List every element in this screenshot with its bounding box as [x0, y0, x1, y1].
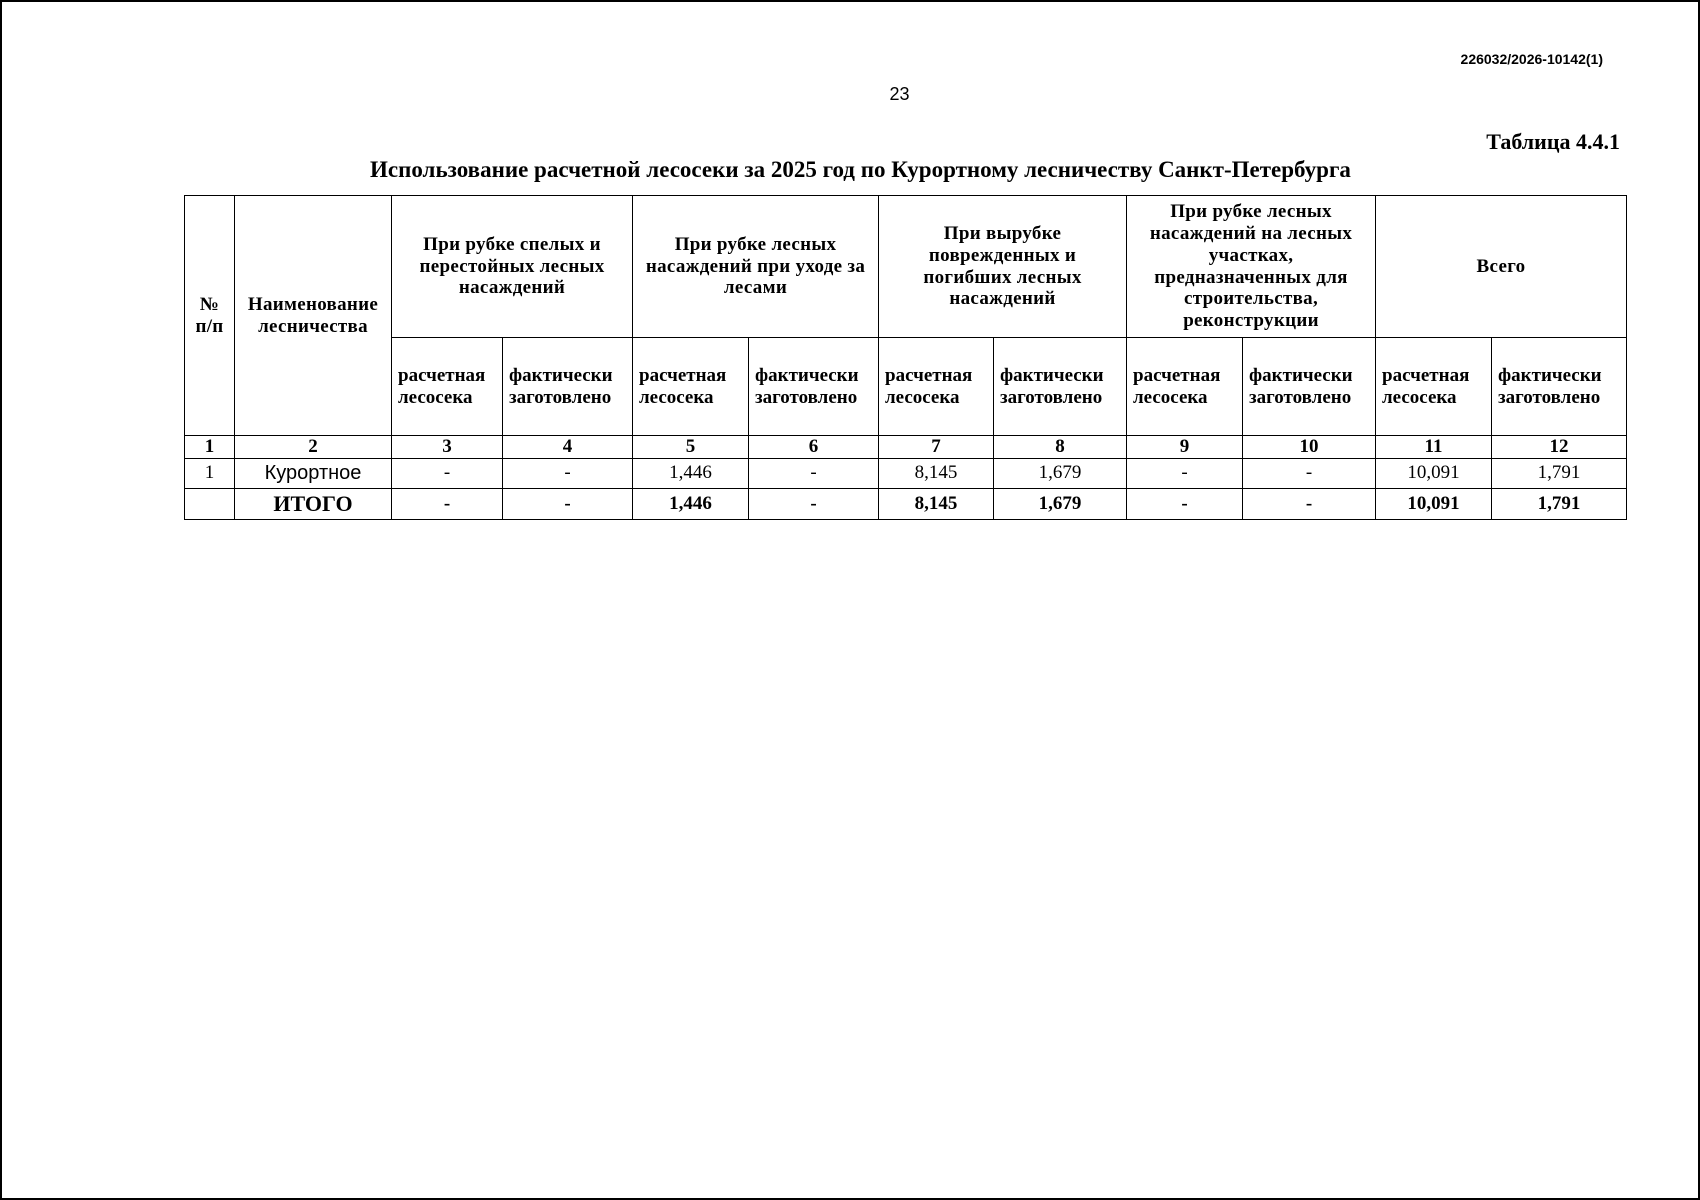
- row-cell: 10,091: [1376, 458, 1492, 488]
- column-number: 8: [994, 436, 1127, 459]
- header-group-total: Всего: [1376, 196, 1627, 338]
- row-cell: -: [392, 458, 503, 488]
- header-group-damaged: При вырубке поврежденных и погибших лесных насаждений: [879, 196, 1127, 338]
- header-group-mature: При рубке спелых и перестойных лесных насаждений: [392, 196, 633, 338]
- header-group-care: При рубке лесных насаждений при уходе за лесами: [633, 196, 879, 338]
- row-num: 1: [185, 458, 235, 488]
- total-cell: -: [1127, 488, 1243, 519]
- page-title: Использование расчетной лесосеки за 2025 год по Курортному лесничеству Санкт-Петербурга: [370, 157, 1351, 182]
- total-cell: -: [1243, 488, 1376, 519]
- header-name: Наименование лесничества: [235, 196, 392, 436]
- subheader-actual: фактически заготовлено: [1492, 338, 1627, 436]
- total-num: [185, 488, 235, 519]
- total-cell: 1,791: [1492, 488, 1627, 519]
- subheader-calc: расчетная лесосека: [1376, 338, 1492, 436]
- table-subheader-row: [185, 338, 1627, 436]
- total-cell: 8,145: [879, 488, 994, 519]
- total-cell: -: [392, 488, 503, 519]
- table-header-row: [185, 196, 1627, 338]
- column-number: 6: [749, 436, 879, 459]
- column-number: 3: [392, 436, 503, 459]
- registration-number: 226032/2026-10142(1): [1460, 51, 1603, 67]
- column-number: 4: [503, 436, 633, 459]
- column-number: 5: [633, 436, 749, 459]
- subheader-calc: расчетная лесосека: [1127, 338, 1243, 436]
- row-cell: -: [1127, 458, 1243, 488]
- header-num: № п/п: [185, 196, 235, 436]
- total-cell: 10,091: [1376, 488, 1492, 519]
- subheader-calc: расчетная лесосека: [879, 338, 994, 436]
- subheader-calc: расчетная лесосека: [392, 338, 503, 436]
- column-number: 7: [879, 436, 994, 459]
- subheader-actual: фактически заготовлено: [1243, 338, 1376, 436]
- column-number: 10: [1243, 436, 1376, 459]
- row-name: Курортное: [235, 458, 392, 488]
- column-number: 2: [235, 436, 392, 459]
- row-cell: -: [1243, 458, 1376, 488]
- row-cell: 1,679: [994, 458, 1127, 488]
- row-cell: 8,145: [879, 458, 994, 488]
- data-table: [184, 195, 1627, 520]
- column-number-row: [185, 436, 1627, 459]
- subheader-actual: фактически заготовлено: [749, 338, 879, 436]
- column-number: 9: [1127, 436, 1243, 459]
- total-cell: -: [503, 488, 633, 519]
- header-group-construction: При рубке лесных насаждений на лесных участках, предназначенных для строительства, реконструкции: [1127, 196, 1376, 338]
- row-cell: 1,791: [1492, 458, 1627, 488]
- subheader-calc: расчетная лесосека: [633, 338, 749, 436]
- row-cell: -: [749, 458, 879, 488]
- row-cell: -: [503, 458, 633, 488]
- subheader-actual: фактически заготовлено: [994, 338, 1127, 436]
- page-number: 23: [889, 84, 910, 104]
- subheader-actual: фактически заготовлено: [503, 338, 633, 436]
- total-cell: 1,679: [994, 488, 1127, 519]
- column-number: 12: [1492, 436, 1627, 459]
- column-number: 1: [185, 436, 235, 459]
- total-row: [185, 488, 1627, 519]
- total-name: ИТОГО: [235, 488, 392, 519]
- row-cell: 1,446: [633, 458, 749, 488]
- total-cell: 1,446: [633, 488, 749, 519]
- column-number: 11: [1376, 436, 1492, 459]
- total-cell: -: [749, 488, 879, 519]
- table-row: [185, 458, 1627, 488]
- table-label: Таблица 4.4.1: [1486, 129, 1620, 154]
